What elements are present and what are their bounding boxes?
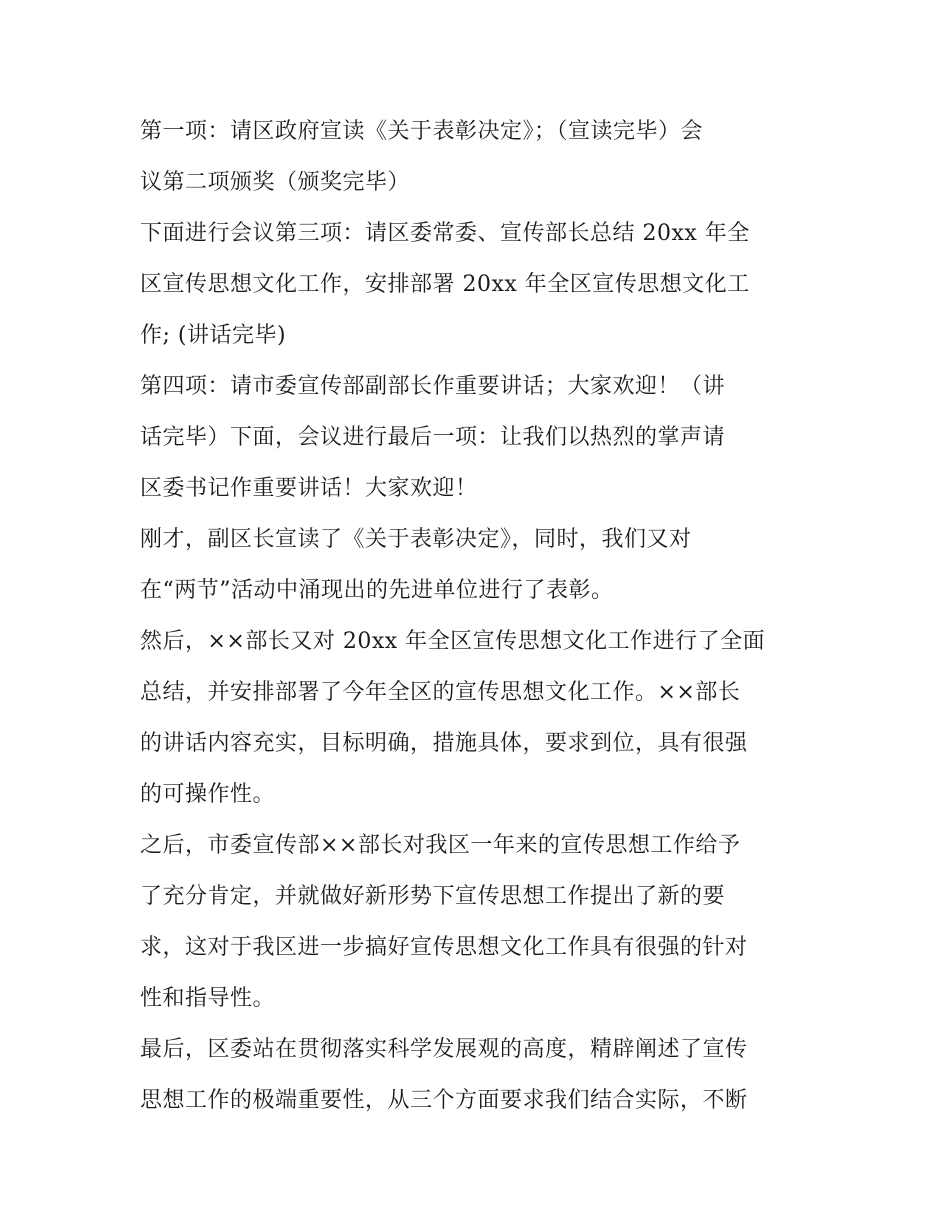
text-line: 思想工作的极端重要性，从三个方面要求我们结合实际，不断 xyxy=(140,1088,748,1113)
text-line: 议第二项颁奖（颁奖完毕） xyxy=(140,170,411,195)
text-line: 话完毕）下面，会议进行最后一项：让我们以热烈的掌声请 xyxy=(140,425,726,450)
text-line: 性和指导性。 xyxy=(140,986,276,1011)
text-line: 总结，并安排部署了今年全区的宣传思想文化工作。××部长 xyxy=(140,680,741,705)
text-line: 的讲话内容充实，目标明确，措施具体，要求到位，具有很强 xyxy=(140,731,748,756)
text-line: 之后，市委宣传部××部长对我区一年来的宣传思想工作给予 xyxy=(140,833,741,858)
text-line: 第一项：请区政府宣读《关于表彰决定》；（宣读完毕）会 xyxy=(140,119,704,144)
text-line: 下面进行会议第三项：请区委常委、宣传部长总结 20xx 年全 xyxy=(140,221,750,246)
text-line: 第四项：请市委宣传部副部长作重要讲话；大家欢迎！（讲 xyxy=(140,374,726,399)
text-line: 最后，区委站在贯彻落实科学发展观的高度，精辟阐述了宣传 xyxy=(140,1037,748,1062)
document-body xyxy=(140,106,820,1126)
text-line: 区宣传思想文化工作，安排部署 20xx 年全区宣传思想文化工 xyxy=(140,272,750,297)
text-line: 求，这对于我区进一步搞好宣传思想文化工作具有很强的针对 xyxy=(140,935,748,960)
text-line: 在“两节”活动中涌现出的先进单位进行了表彰。 xyxy=(140,578,614,603)
text-line: 然后，××部长又对 20xx 年全区宣传思想文化工作进行了全面 xyxy=(140,629,766,654)
text-line: 作; (讲话完毕) xyxy=(140,323,287,348)
text-line: 刚才，副区长宣读了《关于表彰决定》，同时，我们又对 xyxy=(140,527,692,552)
text-line: 了充分肯定，并就做好新形势下宣传思想工作提出了新的要 xyxy=(140,884,726,909)
text-line: 区委书记作重要讲话！大家欢迎！ xyxy=(140,476,478,501)
text-line: 的可操作性。 xyxy=(140,782,276,807)
